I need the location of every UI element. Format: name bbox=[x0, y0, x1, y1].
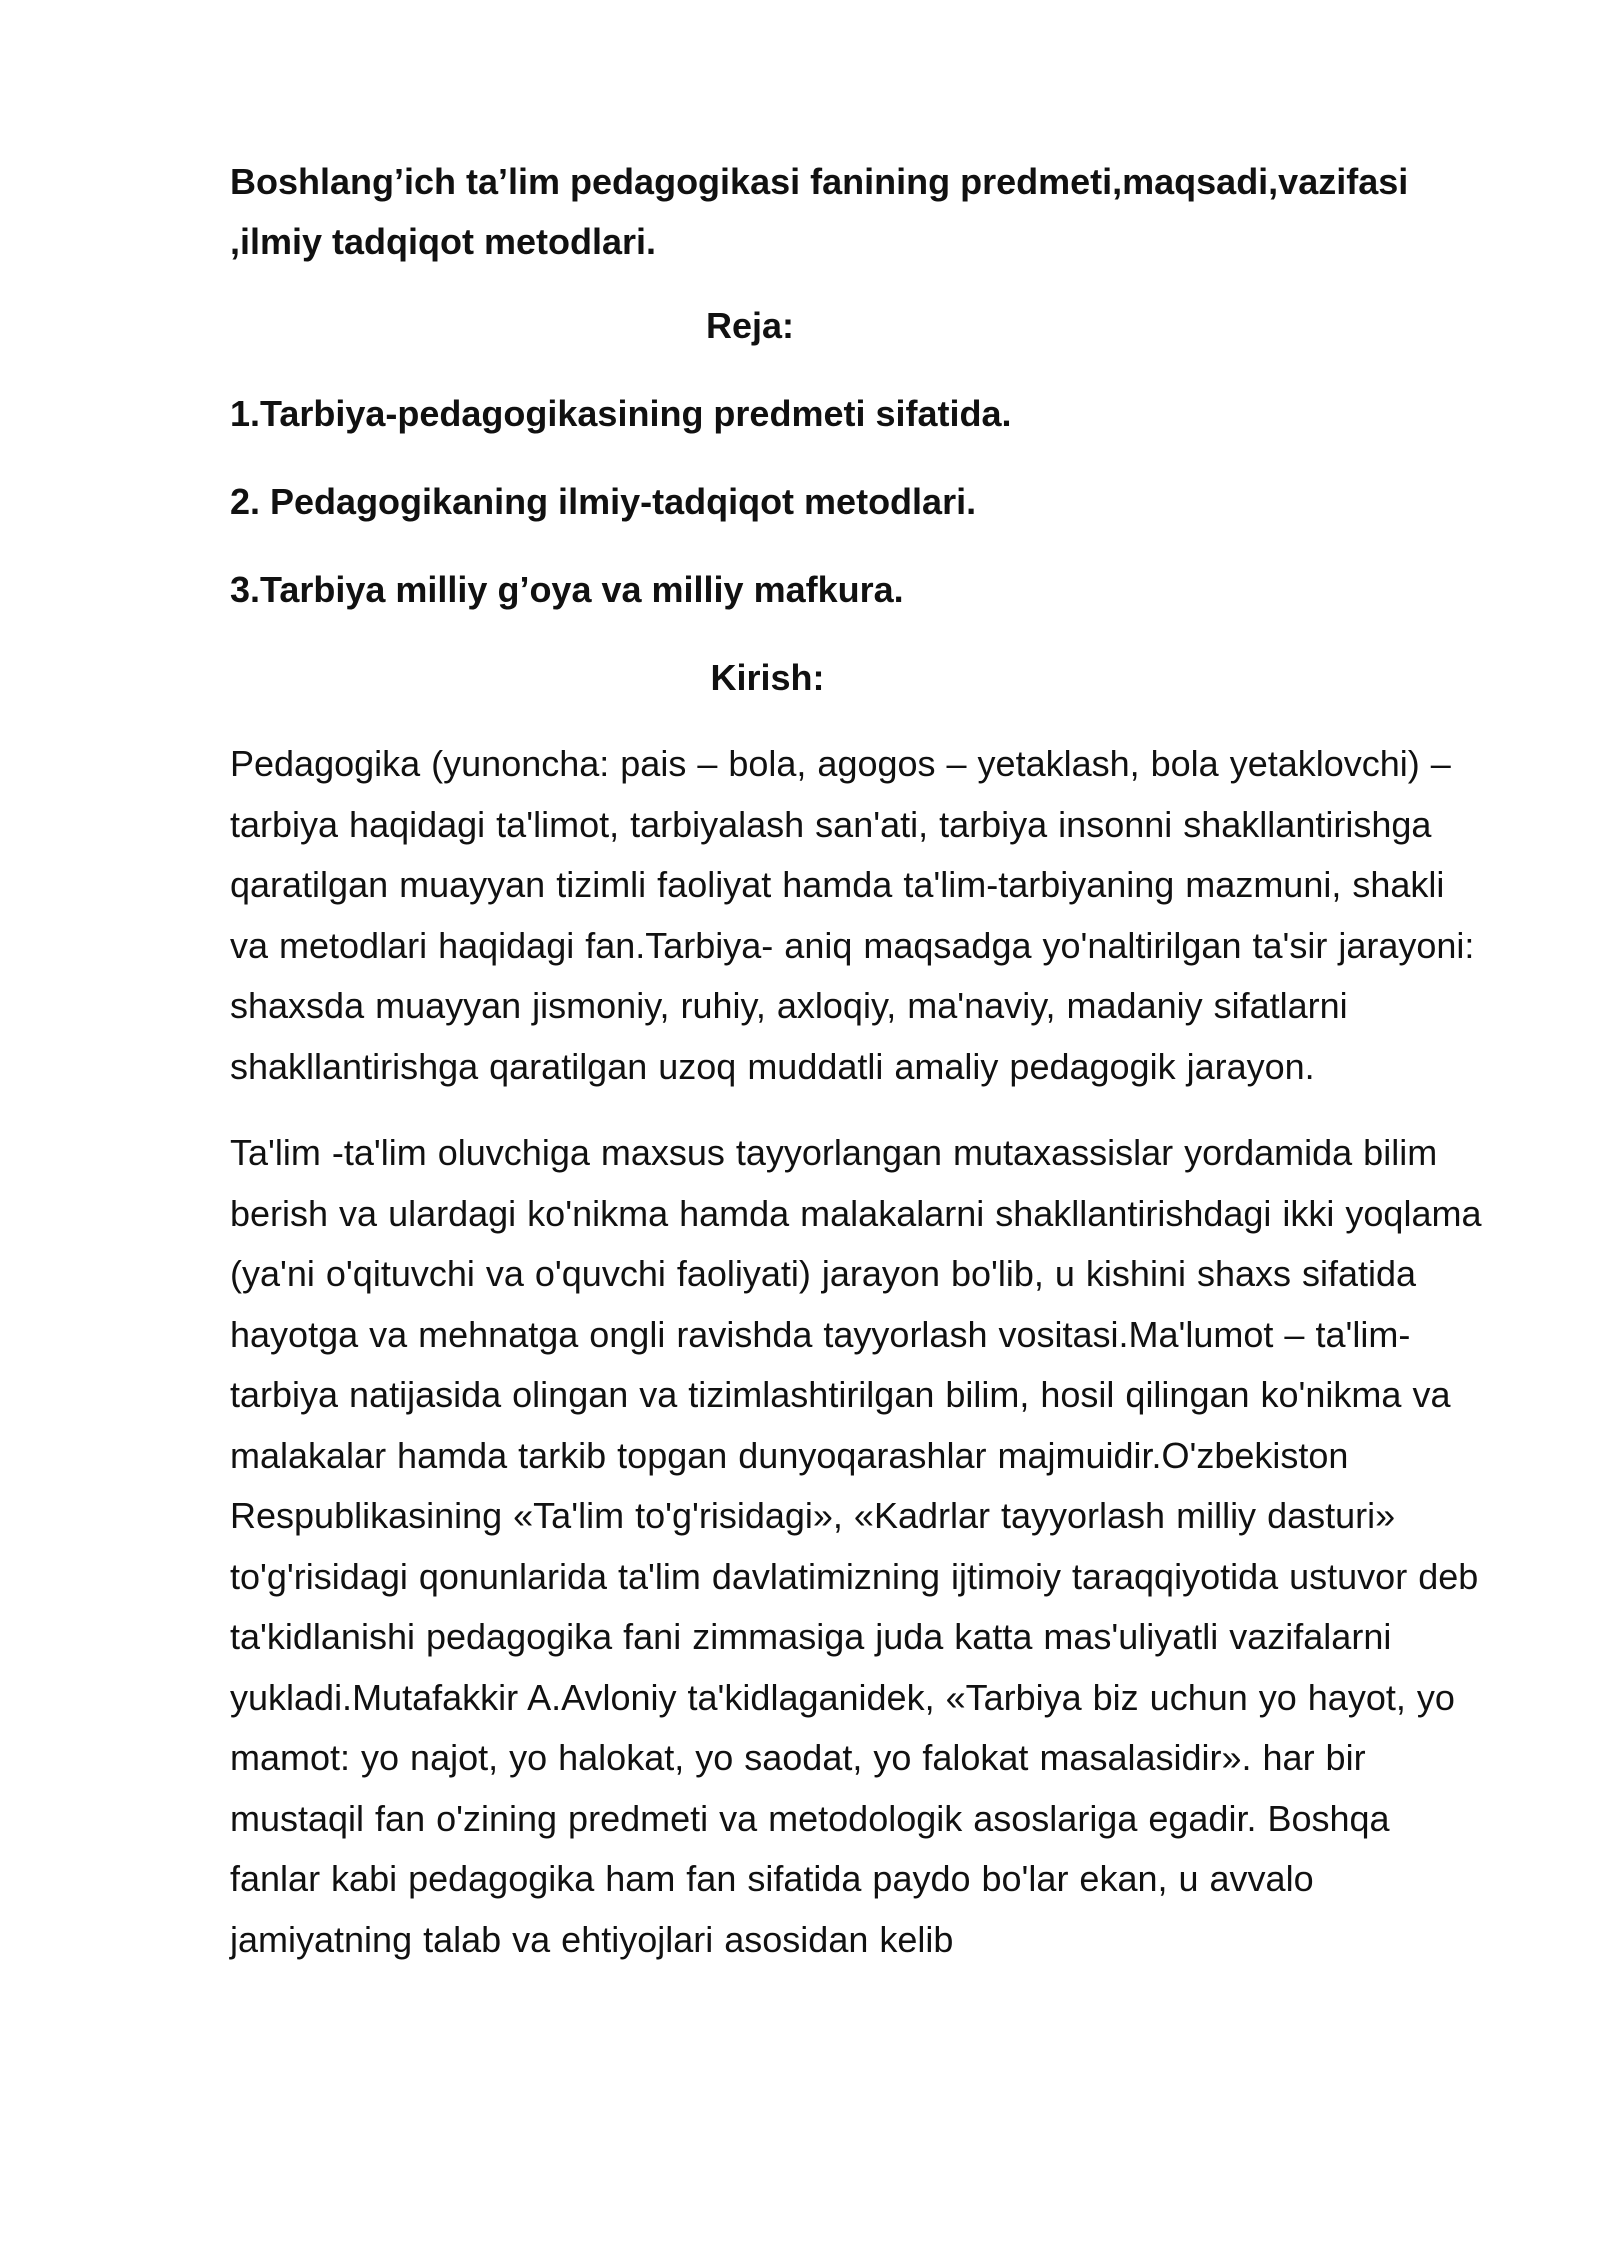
intro-heading: Kirish: bbox=[710, 657, 825, 698]
plan-item: 2. Pedagogikaning ilmiy-tadqiqot metodlari. bbox=[230, 481, 977, 522]
plan-heading: Reja: bbox=[705, 305, 795, 346]
body-paragraph: Pedagogika (yunoncha: pais – bola, agogos – yetaklash, bola yetaklovchi) – tarbiya haqidagi ta'limot, tarbiyalash san'ati, tarbiya insonni shakllantirishga qaratilgan muayyan tizimli faoliyat hamda ta'lim-tarbiyaning mazmuni, shakli va metodlari haqidagi fan.Tarbiya- aniq maqsadga yo'naltirilgan ta'sir jarayoni: shaxsda muayyan jismoniy, ruhiy, axloqiy, ma'naviy, madaniy sifatlarni shakllantirishga qaratilgan uzoq muddatli amaliy pedagogik jarayon. bbox=[230, 743, 1475, 1087]
body-paragraph: Ta'lim -ta'lim oluvchiga maxsus tayyorlangan mutaxassislar yordamida bilim berish va ulardagi ko'nikma hamda malakalarni shakllantirishdagi ikki yoqlama (ya'ni o'qituvchi va o'quvchi faoliyati) jarayon bo'lib, u kishini shaxs sifatida hayotga va mehnatga ongli ravishda tayyorlash vositasi.Ma'lumot – ta'lim-tarbiya natijasida olingan va tizimlashtirilgan bilim, hosil qilingan ko'nikma va malakalar hamda tarkib topgan dunyoqarashlar majmuidir.O'zbekiston Respublikasining «Ta'lim to'g'risidagi», «Kadrlar tayyorlash milliy dasturi» to'g'risidagi qonunlarida ta'lim davlatimizning ijtimoiy taraqqiyotida ustuvor deb ta'kidlanishi pedagogika fani zimmasiga juda katta mas'uliyatli vazifalarni yukladi.Mutafakkir A.Avloniy ta'kidlaganidek, «Tarbiya biz uchun yo hayot, yo mamot: yo najot, yo halokat, yo saodat, yo falokat masalasidir». har bir mustaqil fan o'zining predmeti va metodologik asoslariga egadir. Boshqa fanlar kabi pedagogika ham fan sifatida paydo bo'lar ekan, u avvalo jamiyatning talab va ehtiyojlari asosidan kelib bbox=[230, 1132, 1482, 1960]
document-title: Boshlang’ich ta’lim pedagogikasi fanining predmeti,maqsadi,vazifasi ,ilmiy tadqiqot metodlari. bbox=[230, 161, 1409, 262]
plan-list bbox=[230, 384, 1500, 620]
plan-item: 3.Tarbiya milliy g’oya va milliy mafkura. bbox=[230, 569, 904, 610]
document-content bbox=[230, 152, 1500, 1970]
plan-item: 1.Tarbiya-pedagogikasining predmeti sifatida. bbox=[230, 393, 1012, 434]
